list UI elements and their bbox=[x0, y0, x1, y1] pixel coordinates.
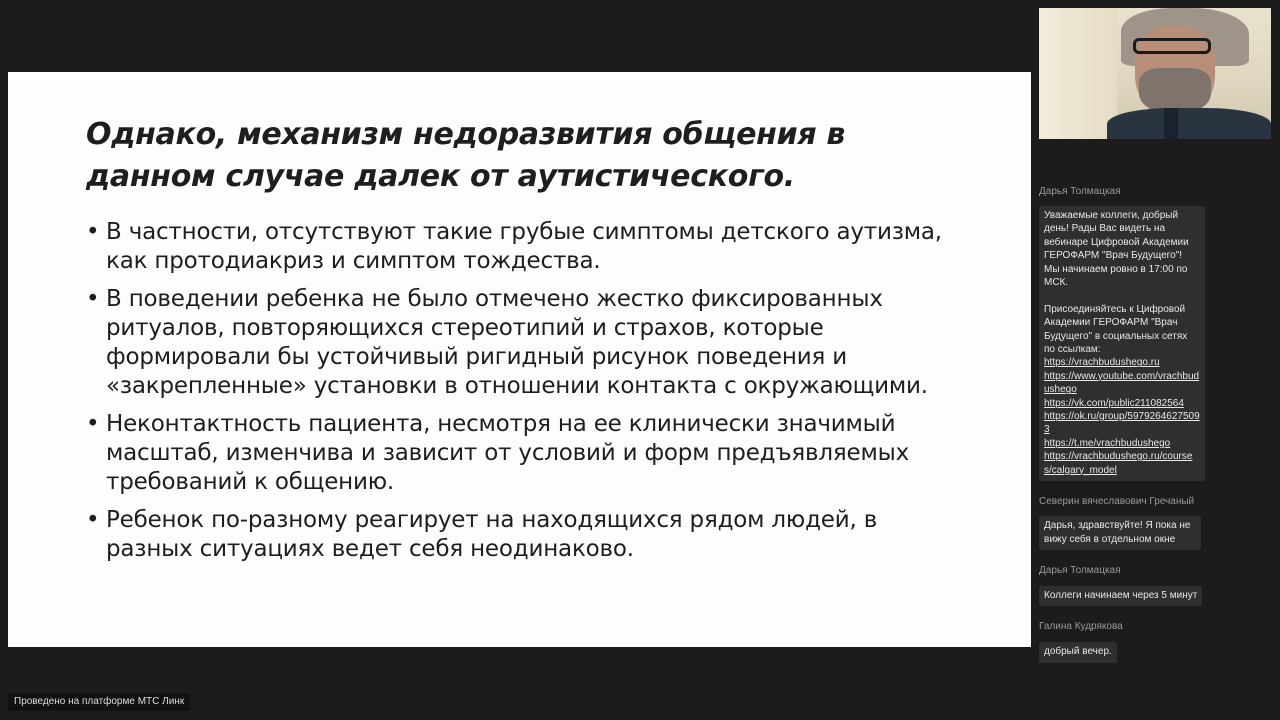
chat-message-text: Уважаемые коллеги, добрый день! Рады Вас видеть на вебинаре Цифровой Академии ГЕРОФАРМ "Врач Будущего"! bbox=[1044, 210, 1189, 262]
chat-message bbox=[1039, 516, 1201, 550]
chat-message-text: Коллеги начинаем через 5 минут bbox=[1044, 589, 1198, 601]
paragraph-gap bbox=[1044, 289, 1200, 302]
chat-author: Галина Кудрякова bbox=[1039, 621, 1123, 633]
presentation-slide bbox=[8, 72, 1031, 647]
slide-bullet-list bbox=[86, 218, 953, 564]
chat-author: Дарья Толмацкая bbox=[1039, 186, 1121, 197]
chat-author: Дарья Толмацкая bbox=[1039, 564, 1121, 576]
video-background bbox=[1039, 8, 1117, 139]
speaker-tie bbox=[1164, 108, 1178, 139]
chat-link[interactable]: https://t.me/vrachbudushego bbox=[1044, 437, 1171, 449]
speaker-video[interactable] bbox=[1039, 8, 1271, 139]
speaker-suit bbox=[1107, 108, 1271, 139]
chat-message-text: Дарья, здравствуйте! Я пока не вижу себя в отдельном окне bbox=[1044, 520, 1191, 545]
chat-link[interactable]: https://vrachbudushego.ru/courses/calgary_model bbox=[1044, 451, 1193, 476]
chat-message-text: добрый вечер. bbox=[1044, 646, 1112, 658]
chat-message-text: Присоединяйтесь к Цифровой Академии ГЕРОФАРМ "Врач Будущего" в социальных сетях по ссылкам: bbox=[1044, 303, 1188, 356]
chat-link[interactable]: https://www.youtube.com/vrachbudushego bbox=[1044, 370, 1200, 396]
slide-bullet: • Неконтактность пациента, несмотря на ее клинически значимый масштаб, изменчива и зависит от условий и форм предъявляемых требований к общению. bbox=[86, 410, 953, 497]
chat-message bbox=[1039, 586, 1202, 606]
speaker-glasses bbox=[1133, 38, 1211, 54]
chat-message bbox=[1039, 642, 1117, 662]
slide-bullet: • Ребенок по-разному реагирует на находящихся рядом людей, в разных ситуациях ведет себя неодинаково. bbox=[86, 506, 953, 564]
chat-link[interactable]: https://vk.com/public211082564 bbox=[1044, 397, 1184, 409]
slide-bullet: • В поведении ребенка не было отмечено жестко фиксированных ритуалов, повторяющихся стереотипий и страхов, которые формировали бы устойчивый ригидный рисунок поведения и «закрепленные» установки в отношении контакта с окружающими. bbox=[86, 285, 953, 401]
slide-bullet: • В частности, отсутствуют такие грубые симптомы детского аутизма, как протодиакриз и симптом тождества. bbox=[86, 218, 953, 276]
chat-link[interactable]: https://ok.ru/group/59792646275093 bbox=[1044, 411, 1200, 436]
chat-message bbox=[1039, 206, 1205, 481]
chat-link[interactable]: https://vrachbudushego.ru bbox=[1044, 357, 1160, 369]
chat-author: Северин вячеславович Гречаный bbox=[1039, 496, 1195, 508]
slide-title: Однако, механизм недоразвития общения в данном случае далек от аутистического. bbox=[86, 117, 846, 194]
platform-badge[interactable]: Проведено на платформе МТС Линк bbox=[8, 693, 190, 711]
chat-panel bbox=[1039, 185, 1209, 677]
chat-message-text: Мы начинаем ровно в 17:00 по МСК. bbox=[1044, 263, 1188, 289]
